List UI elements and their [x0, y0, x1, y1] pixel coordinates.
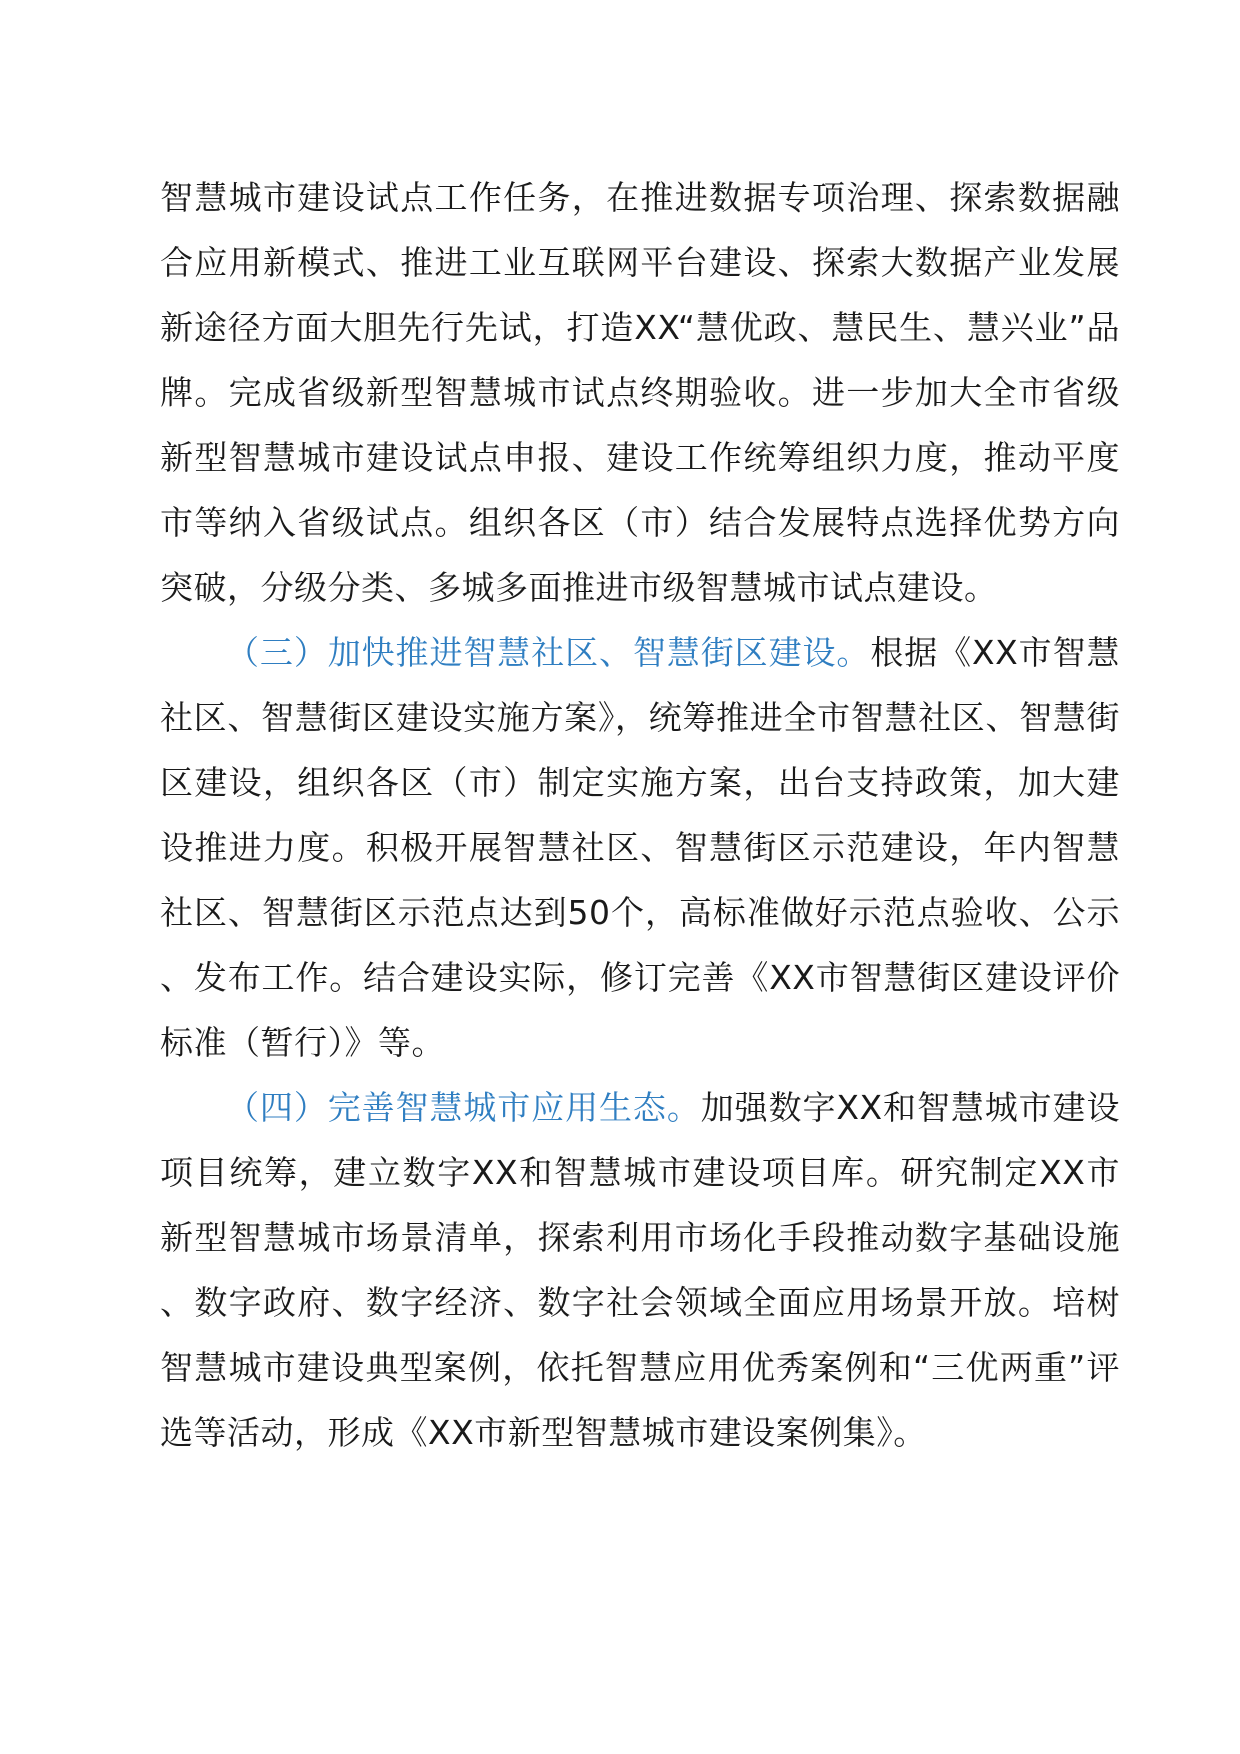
section-four-heading: （四）完善智慧城市应用生态。 [226, 1088, 701, 1127]
section-three-heading: （三）加快推进智慧社区、智慧街区建设。 [226, 633, 871, 672]
paragraph-1-body: 智慧城市建设试点工作任务，在推进数据专项治理、探索数据融合应用新模式、推进工业互联网平台建设、探索大数据产业发展新途径方面大胆先行先试，打造XX“慧优政、慧民生、慧兴业”品牌。完成省级新型智慧城市试点终期验收。进一步加大全市省级新型智慧城市建设试点申报、建设工作统筹组织力度，推动平度市等纳入省级试点。组织各区（市）结合发展特点选择优势方向突破，分级分类、多城多面推进市级智慧城市试点建设。 [160, 178, 1120, 607]
section-four-body: 加强数字XX和智慧城市建设项目统筹，建立数字XX和智慧城市建设项目库。研究制定XX市新型智慧城市场景清单，探索利用市场化手段推动数字基础设施、数字政府、数字经济、数字社会领域全面应用场景开放。培树智慧城市建设典型案例，依托智慧应用优秀案例和“三优两重”评选等活动，形成《XX市新型智慧城市建设案例集》。 [160, 1088, 1121, 1452]
paragraph-section-four [160, 1075, 1120, 1465]
paragraph-section-three [160, 620, 1120, 1075]
document-body [160, 165, 1120, 1465]
paragraph-continuation [160, 165, 1120, 620]
section-three-body: 根据《XX市智慧社区、智慧街区建设实施方案》，统筹推进全市智慧社区、智慧街区建设，组织各区（市）制定实施方案，出台支持政策，加大建设推进力度。积极开展智慧社区、智慧街区示范建设，年内智慧社区、智慧街区示范点达到50个，高标准做好示范点验收、公示、发布工作。结合建设实际，修订完善《XX市智慧街区建设评价标准（暂行）》等。 [160, 633, 1121, 1062]
